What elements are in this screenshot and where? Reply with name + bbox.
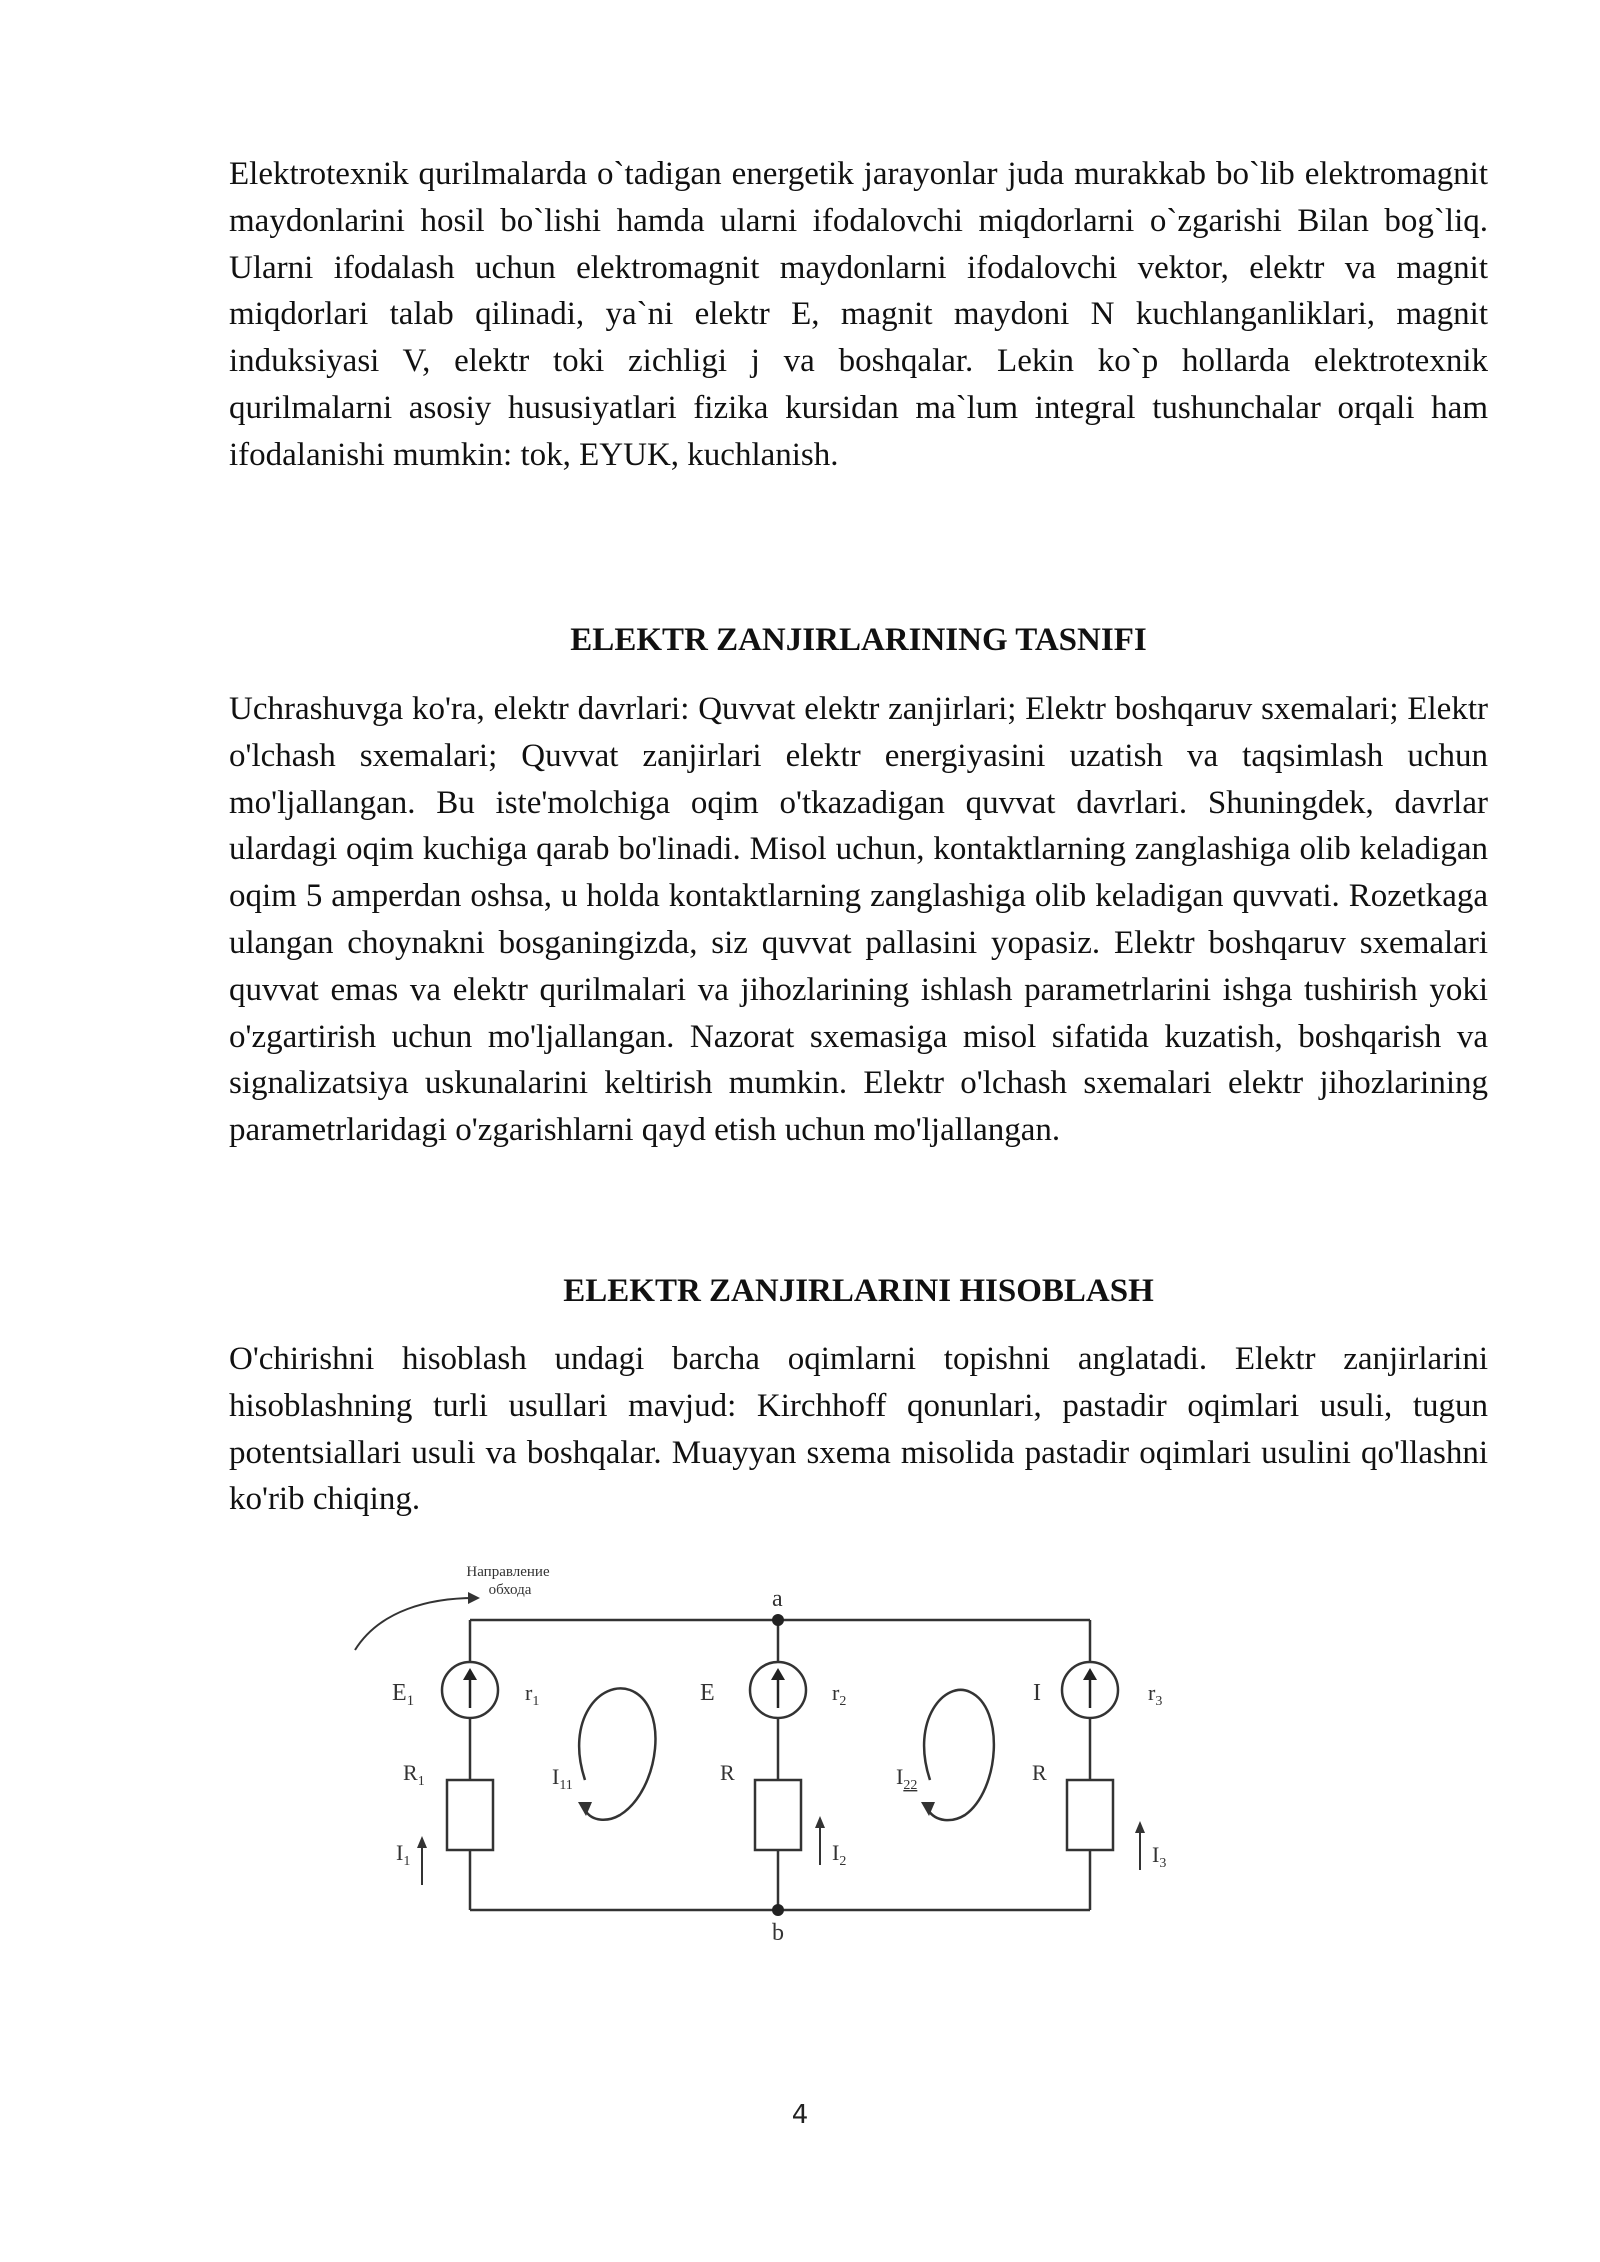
heading-calculation: ELEKTR ZANJIRLARINI HISOBLASH: [563, 1273, 1154, 1309]
loop-current-1-arrow: [579, 1688, 655, 1819]
node-b-label: b: [772, 1920, 784, 1946]
label-r3: $r_3$: [1148, 1680, 1163, 1709]
current-I2-arrowhead: [815, 1816, 825, 1828]
node-b-dot: [772, 1904, 784, 1916]
node-a-dot: [772, 1614, 784, 1626]
label-r2: $r_2$: [832, 1680, 847, 1709]
label-I1: $I_1$: [396, 1840, 411, 1869]
label-r1: $r_1$: [525, 1680, 540, 1709]
label-E1: $E_1$: [392, 1680, 415, 1709]
current-I1-arrowhead: [417, 1836, 427, 1848]
label-R1: $R_1$: [403, 1760, 425, 1789]
node-a-label: a: [772, 1586, 783, 1612]
resistor-R2: [755, 1780, 801, 1850]
label-E3: I: [1033, 1680, 1041, 1706]
emf-source-1: [442, 1662, 498, 1718]
paragraph-calculation: O'chirishni hisoblash undagi barcha oqimlarni topishni anglatadi. Elektr zanjirlarini hisoblashning turli usullari mavjud: Kirchhoff qonunlari, pastadir oqimlari usuli, tugun potentsiallari usuli va boshqalar. Muayyan sxema misolida pastadir oqimlari usulini qo'llashni ko'rib chiqing.: [229, 1341, 1488, 1518]
label-R2: R: [720, 1760, 735, 1785]
direction-arrow: [355, 1592, 480, 1650]
label-I3: $I_3$: [1152, 1842, 1167, 1871]
circuit-diagram: [340, 1540, 1220, 1970]
page-number: 4: [791, 2100, 809, 2130]
label-I11: $I_{11}$: [552, 1764, 573, 1793]
paragraph-classification: Uchrashuvga ko'ra, elektr davrlari: Quvvat elektr zanjirlari; Elektr boshqaruv sxemalari; Elektr o'lchash sxemalari; Quvvat zanjirlari elektr energiyasini uzatish va taqsimlash uchun mo'ljallangan. Bu iste'molchiga oqim o'tkazadigan quvvat davrlari. Shuningdek, davrlar ulardagi oqim kuchiga qarab bo'linadi. Misol uchun, kontaktlarning zanglashiga olib keladigan oqim 5 amperdan oshsa, u holda kontaktlarning zanglashiga olib keladigan quvvati. Rozetkaga ulangan choynakni bosganingizda, siz quvvat pallasini yopasiz. Elektr boshqaruv sxemalari quvvat emas va elektr qurilmalari va jihozlarining ishlash parametrlarini ishga tushirish yoki o'zgartirish uchun mo'ljallangan. Nazorat sxemasiga misol sifatida kuzatish, boshqarish va signalizatsiya uskunalarini keltirish mumkin. Elektr o'lchash sxemalari elektr jihozlarining parametrlaridagi o'zgarishlarni qayd etish uchun mo'ljallangan.: [229, 691, 1488, 1149]
resistor-R3: [1067, 1780, 1113, 1850]
emf-source-3: [1062, 1662, 1118, 1718]
paragraph-intro: Elektrotexnik qurilmalarda o`tadigan energetik jarayonlar juda murakkab bo`lib elektromagnit maydonlarini hosil bo`lishi hamda ularni ifodalovchi miqdorlarni o`zgarishi Bilan bog`liq. Ularni ifodalash uchun elektromagnit maydonlarni ifodalovchi vektor, elektr va magnit miqdorlari talab qilinadi, ya`ni elektr E, magnit maydoni N kuchlanganliklari, magnit induksiyasi V, elektr toki zichligi j va boshqalar. Lekin ko`p hollarda elektrotexnik qurilmalarni asosiy hususiyatlari fizika kursidan ma`lum integral tushunchalar orqali ham ifodalanishi mumkin: tok, EYUK, kuchlanish.: [229, 156, 1488, 473]
label-I22: $I_{22}$: [896, 1764, 918, 1793]
current-I3-arrowhead: [1135, 1821, 1145, 1833]
emf-source-2: [750, 1662, 806, 1718]
label-I2: $I_2$: [832, 1840, 847, 1869]
direction-label-line1: Направление: [466, 1564, 550, 1580]
label-E2: E: [700, 1680, 715, 1706]
loop-current-2-arrow: [924, 1690, 994, 1820]
label-R3: R: [1032, 1760, 1047, 1785]
direction-label-line2: обхода: [488, 1582, 532, 1598]
resistor-R1: [447, 1780, 493, 1850]
heading-classification: ELEKTR ZANJIRLARINING TASNIFI: [570, 622, 1147, 658]
loop-current-1-arrowhead: [578, 1802, 592, 1816]
